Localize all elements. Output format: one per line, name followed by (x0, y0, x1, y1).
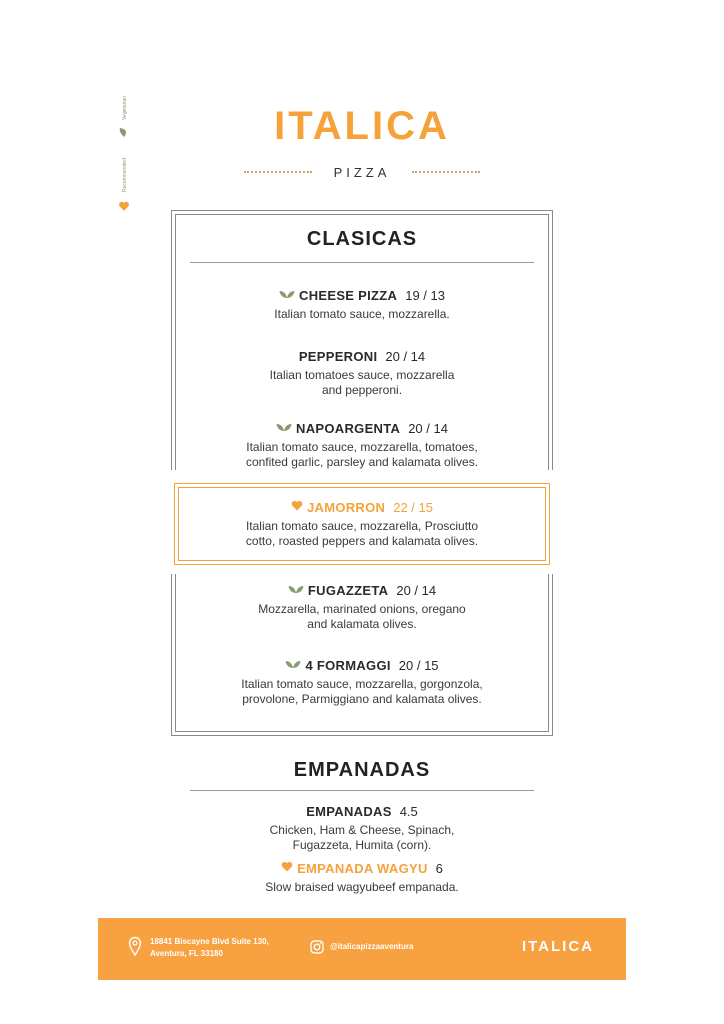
menu-item (180, 419, 544, 470)
menu-item-name: PEPPERONI (298, 348, 378, 364)
menu-item-description (180, 440, 544, 470)
menu-item-description (180, 602, 544, 632)
menu-item-description (180, 880, 544, 895)
description-line: Italian tomato sauce, mozzarella, tomatoes, (246, 440, 478, 454)
menu-item-description (180, 368, 544, 398)
menu-item (180, 802, 544, 853)
description-line: Italian tomato sauce, mozzarella. (274, 307, 450, 321)
instagram-icon (310, 940, 324, 954)
menu-item-header (180, 656, 544, 674)
menu-item-price: 20 / 15 (398, 657, 439, 673)
logo: ITALICA (274, 104, 450, 148)
description-line: Mozzarella, marinated onions, oregano (258, 602, 466, 616)
description-line: Italian tomatoes sauce, mozzarella (269, 368, 455, 382)
description-line: cotto, roasted peppers and kalamata olives. (245, 534, 479, 548)
menu-item-name: EMPANADAS (306, 803, 392, 819)
menu-item-price: 6 (435, 860, 443, 876)
menu-item-name: 4 FORMAGGI (305, 657, 391, 673)
description-line: Slow braised wagyubeef empanada. (265, 880, 459, 894)
menu-item-price: 19 / 13 (405, 287, 445, 303)
leaf-icon (288, 581, 304, 599)
menu-item-name: NAPOARGENTA (296, 420, 401, 436)
description-line: Italian tomato sauce, mozzarella, gorgonzola, (241, 677, 483, 691)
menu-item-price: 20 / 14 (396, 582, 437, 598)
menu-item (180, 656, 544, 707)
menu-item-price: 20 / 14 (385, 348, 426, 364)
menu-item-header (180, 581, 544, 599)
menu-item-header (180, 802, 544, 820)
menu-item-header (180, 859, 544, 877)
menu-item-name: EMPANADA WAGYU (297, 860, 428, 876)
menu-item (180, 347, 544, 398)
section-title-empanadas: EMPANADAS (293, 759, 431, 781)
address-line-2: Aventura, FL 33180 (150, 949, 223, 958)
section-rule-empanadas (190, 790, 534, 791)
section-title-clasicas: CLASICAS (306, 228, 418, 250)
description-line: Chicken, Ham & Cheese, Spinach, (269, 823, 455, 837)
footer-brand: ITALICA (521, 938, 594, 955)
leaf-icon (279, 286, 295, 304)
description-line: and pepperoni. (321, 383, 403, 397)
menu-item-name: JAMORRON (306, 499, 386, 515)
address-line-1: 18841 Biscayne Blvd Suite 130, (150, 937, 269, 946)
subtitle: PIZZA (333, 164, 391, 180)
footer-bar (98, 918, 626, 980)
menu-item (180, 498, 544, 549)
heart-icon (281, 859, 293, 877)
subtitle-row (0, 162, 724, 182)
menu-item-price: 20 / 14 (408, 420, 448, 436)
description-line: Fugazzeta, Humita (corn). (292, 838, 432, 852)
description-line: confited garlic, parsley and kalamata olives. (245, 455, 479, 469)
menu-item-price: 22 / 15 (393, 499, 433, 515)
menu-item-description (180, 823, 544, 853)
menu-item (180, 286, 544, 322)
menu-item-header (180, 498, 544, 516)
menu-item-header (180, 419, 544, 437)
menu-item-description (180, 307, 544, 322)
legend-vegetarian-label: Vegetarian (122, 96, 128, 120)
menu-item-header (180, 286, 544, 304)
leaf-icon (276, 419, 292, 437)
menu-item-header (180, 347, 544, 365)
heart-icon (118, 200, 130, 212)
leaf-icon (285, 656, 301, 674)
description-line: provolone, Parmiggiano and kalamata olives. (242, 692, 482, 706)
instagram-handle[interactable]: @italicapizzaaventura (330, 942, 414, 951)
menu-item-name: CHEESE PIZZA (299, 287, 398, 303)
description-line: Italian tomato sauce, mozzarella, Prosciutto (245, 519, 479, 533)
menu-item-description (180, 677, 544, 707)
menu-item (180, 581, 544, 632)
section-rule-clasicas (190, 262, 534, 263)
description-line: and kalamata olives. (307, 617, 417, 631)
menu-item-price: 4.5 (399, 803, 418, 819)
legend-recommended-label: Recommended (122, 158, 128, 192)
menu-item (180, 859, 544, 895)
menu-item-description (180, 519, 544, 549)
footer-address (150, 936, 269, 960)
dotted-divider-left (244, 171, 312, 173)
dotted-divider-right (412, 171, 480, 173)
menu-item-name: FUGAZZETA (307, 582, 389, 598)
heart-icon (291, 498, 303, 516)
location-pin-icon (128, 936, 142, 956)
